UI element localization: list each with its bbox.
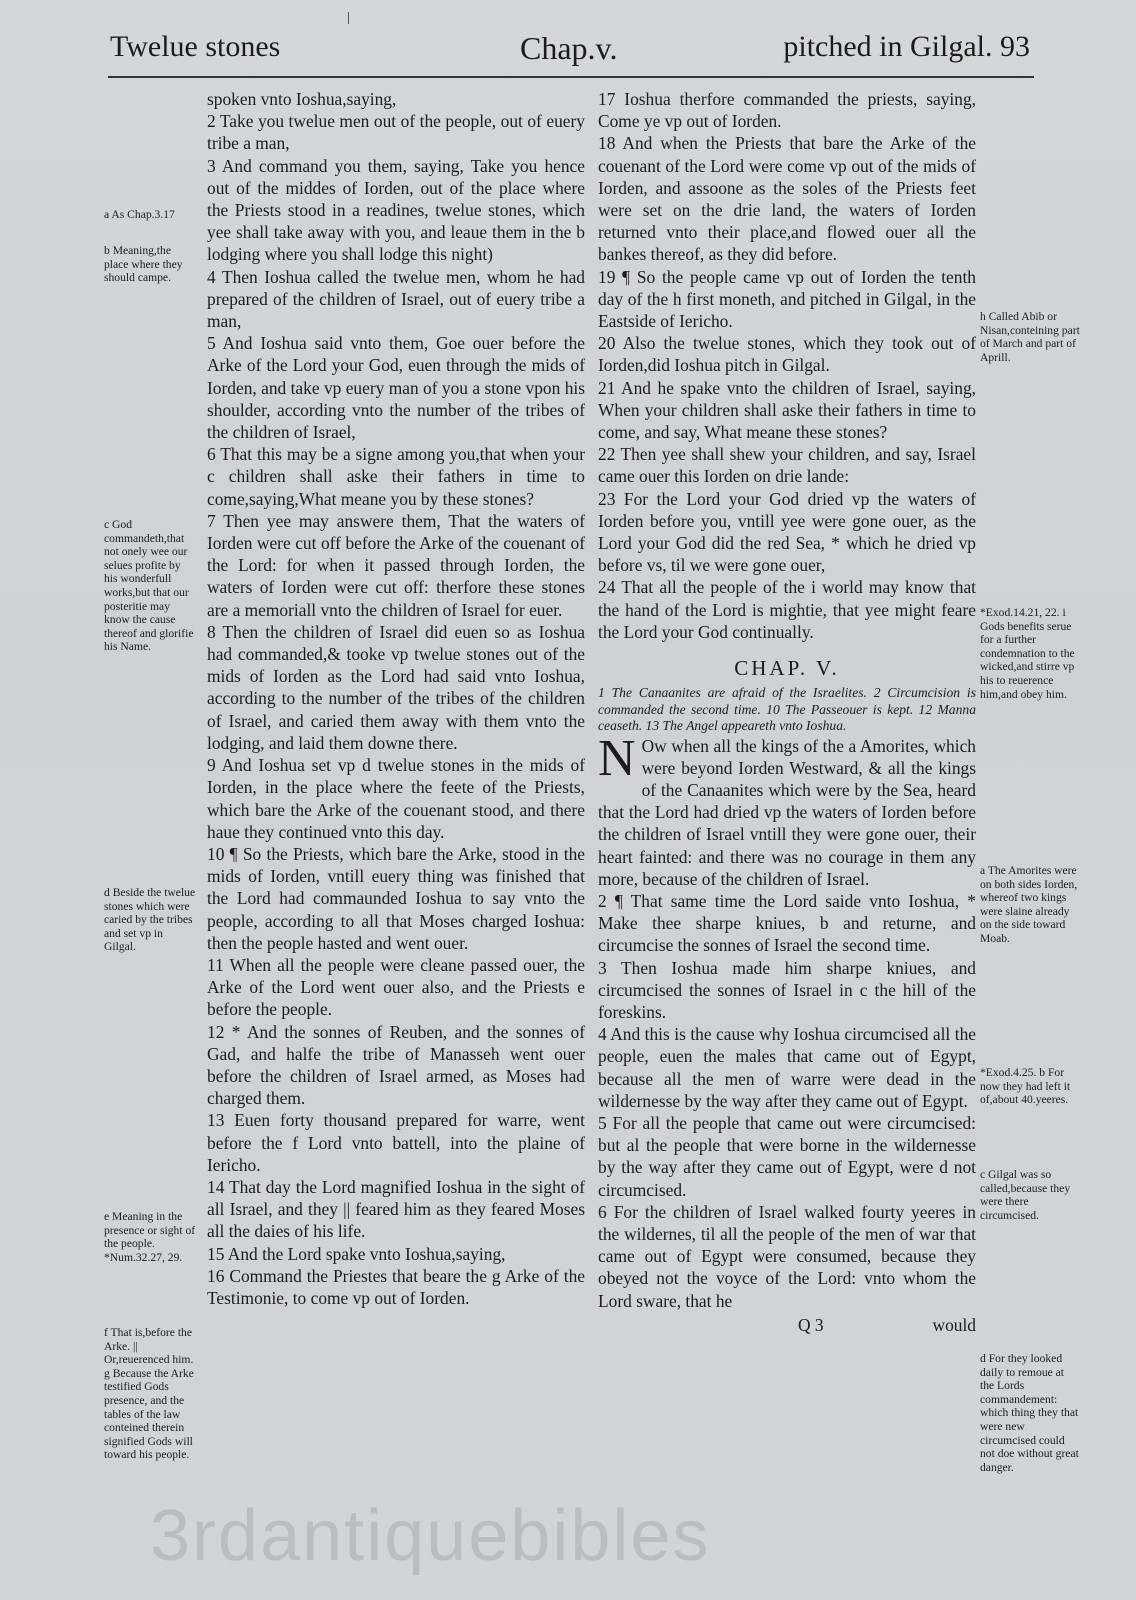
verse: 15 And the Lord spake vnto Ioshua,saying, bbox=[207, 1243, 506, 1264]
verse: 21 And he spake vnto the children of Israel, saying, When your children shall aske their fathers in time to come, and say, What meane these stones? bbox=[598, 377, 976, 443]
verse: 22 Then yee shall shew your children, and say, Israel came ouer this Iorden on drie lande: bbox=[598, 444, 976, 487]
verse: 2 ¶ That same time the Lord saide vnto Ioshua, * Make thee sharpe kniues, b and returne, and circumcise the sonnes of Israel the second time. bbox=[598, 890, 976, 956]
verse: 10 ¶ So the Priests, which bare the Arke, stood in the mids of Iorden, vntill euery thing was finished that the Lord had commaunded Ioshua to say vnto the people, according to all that Moses charged Ioshua: then the people hasted and went ouer. bbox=[207, 843, 585, 953]
verse: 17 Ioshua therfore commanded the priests, saying, Come ye vp out of Iorden. bbox=[598, 89, 976, 132]
verse: spoken vnto Ioshua,saying, bbox=[207, 89, 397, 109]
verse: 6 That this may be a signe among you,that when your c children shall aske their fathers in time to come,saying,What meane you by these stones? bbox=[207, 444, 585, 509]
margin-note: a The Amorites were on both sides Iorden, whereof two kings were slaine already on the side toward Moab. bbox=[980, 864, 1078, 945]
verse: 7 Then yee may answere them, That the waters of Iorden were cut off before the Arke of the couenant of the Lord: for when it passed through Iorden, the waters of Iorden were cut off: therfore these stones are a memoriall vnto the children of Israel for euer. bbox=[207, 510, 585, 620]
catchword: would bbox=[932, 1314, 976, 1335]
verse: 3 Then Ioshua made him sharpe kniues, and circumcised the sonnes of Israel in c the hill of the foreskins. bbox=[598, 957, 976, 1022]
margin-note: *Exod.14.21, 22. i Gods benefits serue for a further condemnation to the wicked,and stirre vp his to reuerence him,and obey him. bbox=[980, 606, 1075, 701]
drop-capital: N bbox=[598, 729, 636, 787]
verse: 19 ¶ So the people came vp out of Iorden the tenth day of the h first moneth, and pitched in Gilgal, in the Eastside of Iericho. bbox=[598, 266, 976, 332]
margin-note: *Exod.4.25. b For now they had left it of,about 40.yeeres. bbox=[980, 1066, 1071, 1107]
verse: 12 * And the sonnes of Reuben, and the sonnes of Gad, and halfe the tribe of Manasseh went ouer before the children of Israel armed, as Moses had charged them. bbox=[207, 1021, 585, 1109]
page-foot bbox=[598, 1314, 976, 1336]
verse: 23 For the Lord your God dried vp the waters of Iorden before you, vntill yee were gone ouer, as the Lord your God did the red Sea, * which he dried vp before vs, til we were gone ouer, bbox=[598, 488, 976, 576]
verse: 9 And Ioshua set vp d twelue stones in the mids of Iorden, in the place where the feete of the Priests, which bare the Arke of the couenant stood, and there haue they continued vnto this day. bbox=[207, 755, 585, 842]
verse: 3 And command you them, saying, Take you hence out of the middes of Iorden, out of the place where the Priests stood in a readines, twelue stones, which yee shall take away with you, and leaue them in the b lodging where you shall lodge this night) bbox=[207, 155, 585, 265]
header-right: pitched in Gilgal. 93 bbox=[783, 30, 1030, 63]
header-chapter: Chap.v. bbox=[520, 30, 618, 66]
verse: 8 Then the children of Israel did euen so as Ioshua had commanded,& tooke vp twelue stones out of the mids of Iorden as the Lord had said vnto Ioshua, according to the number of the tribes of the children of Israel, and caried them away with them vnto the lodging, and laid them downe there. bbox=[207, 621, 585, 753]
verse: 4 Then Ioshua called the twelue men, whom he had prepared of the children of Israel, out of euery tribe a man, bbox=[207, 266, 585, 332]
margin-note: d Beside the twelue stones which were caried by the tribes and set vp in Gilgal. bbox=[104, 886, 196, 954]
column-right bbox=[598, 88, 976, 1336]
verse-first bbox=[598, 729, 976, 890]
margin-note: b Meaning,the place where they should campe. bbox=[104, 244, 183, 285]
paper-mark bbox=[348, 12, 349, 24]
chapter-heading: CHAP. V. bbox=[734, 656, 840, 681]
margin-note: f That is,before the Arke. || Or,reuerenced him. g Because the Arke testified Gods presence, and the tables of the law conteined therein signified Gods will toward his people. bbox=[104, 1326, 194, 1462]
margin-note: a As Chap.3.17 bbox=[104, 208, 175, 221]
verse: 13 Euen forty thousand prepared for warre, went before the f Lord vnto battell, into the plaine of Iericho. bbox=[207, 1110, 585, 1175]
signature-mark: Q 3 bbox=[798, 1314, 824, 1335]
watermark: 3rdantiquebibles bbox=[150, 1496, 711, 1576]
margin-note: e Meaning in the presence or sight of the people. *Num.32.27, 29. bbox=[104, 1210, 196, 1264]
margin-note: d For they looked daily to remoue at the Lords commandement: which thing they that were new circumcised could not doe without great danger. bbox=[980, 1352, 1079, 1474]
chapter-argument: 1 The Canaanites are afraid of the Israelites. 2 Circumcision is commanded the second time. 10 The Passeouer is kept. 12 Manna ceaseth. 13 The Angel appeareth vnto Ioshua. bbox=[598, 685, 976, 734]
verse: 2 Take you twelue men out of the people, out of euery tribe a man, bbox=[207, 111, 585, 154]
margin-note: c God commandeth,that not onely wee our selues profite by his wonderfull works,but that our posteritie may know the cause thereof and glorifie his Name. bbox=[104, 518, 194, 654]
verse: 14 That day the Lord magnified Ioshua in the sight of all Israel, and they || feared him as they feared Moses all the daies of his life. bbox=[207, 1176, 585, 1242]
verse: 11 When all the people were cleane passed ouer, the Arke of the Lord went ouer also, and the Priests e before the people. bbox=[207, 954, 585, 1020]
verse-first-text: Ow when all the kings of the a Amorites, which were beyond Iorden Westward, & all the kings of the Canaanites which were by the Sea, heard that the Lord had dried vp the waters of Iorden before the children of Israel vntill they were gone ouer, their heart fainted: and there was no courage in them any more, because of the children of Israel. bbox=[598, 735, 976, 889]
verse: 20 Also the twelue stones, which they took out of Iorden,did Ioshua pitch in Gilgal. bbox=[598, 333, 976, 376]
verse: 6 For the children of Israel walked fourty yeeres in the wildernes, til all the people of the men of war that came out of Egypt were consumed, because they obeyed not the voyce of the Lord: vnto whom the Lord sware, that he bbox=[598, 1201, 976, 1311]
running-header bbox=[110, 30, 1030, 76]
verse: 5 And Ioshua said vnto them, Goe ouer before the Arke of the Lord your God, euen through the mids of Iorden, and take vp euery man of you a stone vpon his shoulder, according vnto the number of the tribes of the children of Israel, bbox=[207, 333, 585, 443]
verse: 16 Command the Priestes that beare the g Arke of the Testimonie, to come vp out of Iorden. bbox=[207, 1265, 585, 1308]
margin-note: h Called Abib or Nisan,conteining part of March and part of Aprill. bbox=[980, 310, 1080, 364]
verse: 24 That all the people of the i world may know that the hand of the Lord is mightie, that yee might feare the Lord your God continually. bbox=[598, 577, 976, 642]
verse: 18 And when the Priests that bare the Arke of the couenant of the Lord were come vp out of the mids of Iorden, and assoone as the soles of the Priests feet were set on the drie land, the waters of Iorden returned vnto their place,and flowed ouer all the bankes thereof, as they did before. bbox=[598, 133, 976, 265]
verse: 4 And this is the cause why Ioshua circumcised all the people, euen the males that came out of Egypt, because all the men of warre were dead in the wildernesse by the way after they came out of Egypt. bbox=[598, 1024, 976, 1111]
verse: 5 For all the people that came out were circumcised: but al the people that were borne in the wildernesse by the way after they came out of Egypt, were d not circumcised. bbox=[598, 1112, 976, 1200]
margin-note: c Gilgal was so called,because they were there circumcised. bbox=[980, 1168, 1071, 1222]
column-left bbox=[207, 88, 585, 1309]
header-left: Twelue stones bbox=[110, 30, 281, 63]
header-rule bbox=[108, 76, 1034, 78]
